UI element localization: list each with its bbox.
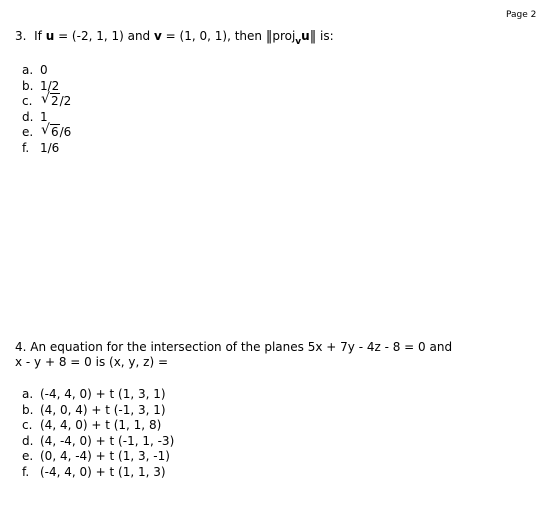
radical-sign-icon: √ — [41, 91, 50, 108]
option-e[interactable] — [22, 122, 72, 141]
option-label: f. — [22, 464, 30, 479]
option-a[interactable] — [22, 387, 174, 403]
vector-u: u — [45, 29, 55, 43]
option-text: (-4, 4, 0) + t (1, 1, 3) — [40, 464, 166, 479]
page-number: Page 2 — [506, 10, 537, 20]
option-label: f. — [22, 140, 30, 155]
square-root — [41, 122, 60, 141]
u-value: = (-2, 1, 1) and — [58, 29, 151, 43]
option-text: (-4, 4, 0) + t (1, 3, 1) — [40, 387, 166, 401]
option-f[interactable] — [22, 141, 71, 157]
option-text: (4, 4, 0) + t (1, 1, 8) — [40, 418, 162, 433]
option-d[interactable] — [22, 434, 174, 450]
square-root — [41, 91, 60, 110]
option-label: a. — [22, 63, 34, 77]
option-b[interactable] — [22, 403, 174, 419]
radical-sign-icon: √ — [41, 122, 50, 139]
option-text: (0, 4, -4) + t (1, 3, -1) — [40, 449, 170, 464]
prompt-suffix: is: — [320, 29, 334, 43]
option-label: c. — [22, 94, 33, 109]
option-label: a. — [22, 387, 34, 401]
option-label: d. — [22, 109, 34, 124]
option-text: 1 — [40, 109, 48, 124]
proj-argument: u — [301, 29, 310, 43]
option-label: e. — [22, 449, 34, 464]
question-3-options — [22, 63, 71, 157]
prompt-prefix: If — [34, 29, 42, 43]
option-text: (4, -4, 0) + t (-1, 1, -3) — [40, 433, 175, 448]
option-label: b. — [22, 78, 34, 93]
option-text: 1/2 — [40, 78, 60, 93]
proj-subscript: v — [295, 37, 302, 47]
v-value: = (1, 0, 1), then — [165, 29, 262, 43]
question-number: 3. — [15, 29, 27, 43]
option-text: 0 — [40, 63, 48, 77]
option-label: e. — [22, 125, 34, 140]
option-e[interactable] — [22, 449, 174, 465]
option-text: (4, 0, 4) + t (-1, 3, 1) — [40, 402, 166, 417]
question-4-options — [22, 387, 174, 481]
question-4-prompt — [15, 340, 452, 370]
option-c[interactable] — [22, 418, 174, 434]
option-label: b. — [22, 402, 34, 417]
prompt-line-2: x - y + 8 = 0 is (x, y, z) = — [15, 355, 169, 369]
option-a[interactable] — [22, 63, 71, 79]
option-label: c. — [22, 418, 33, 433]
option-text: /6 — [59, 125, 72, 140]
option-text: 1/6 — [40, 140, 60, 155]
norm-close: ‖ — [309, 29, 317, 44]
radicand: 2 — [51, 94, 59, 109]
prompt-line-1: 4. An equation for the intersection of the planes 5x + 7y - 4z - 8 = 0 and — [15, 340, 453, 354]
option-text: /2 — [59, 94, 72, 109]
norm-open: ‖ — [265, 29, 273, 44]
question-3-prompt — [15, 29, 334, 50]
proj-label: proj — [272, 29, 296, 43]
option-c[interactable] — [22, 91, 72, 110]
option-f[interactable] — [22, 465, 174, 481]
radicand: 6 — [51, 125, 59, 140]
option-label: d. — [22, 433, 34, 448]
vector-v: v — [154, 29, 162, 43]
